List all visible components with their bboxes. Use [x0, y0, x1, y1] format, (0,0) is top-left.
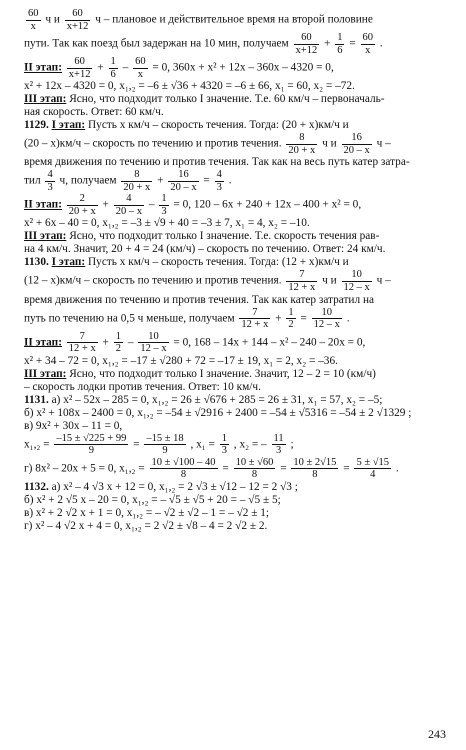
line-15: [24, 256, 452, 269]
operator: –: [127, 336, 134, 349]
text: ч – плановое и действительное время на второй половине: [95, 13, 373, 26]
text: Ясно, что подходит только I значение. Значит, 12 – 2 = 10 (км/ч): [69, 367, 376, 380]
fraction: [67, 331, 98, 355]
text: Пусть x км/ч – скорость течения. Тогда: (12 + x)км/ч и: [88, 256, 349, 269]
fraction: [294, 32, 320, 56]
denominator: 20 + x: [123, 181, 151, 193]
text: = 0, 120 – 6x + 240 + 12x – 400 + x² = 0,: [173, 199, 362, 212]
denominator: 8: [180, 469, 187, 481]
numerator: 60: [294, 32, 320, 45]
text: г) 8x² – 20x + 5 = 0, x₁,₂ =: [24, 462, 145, 475]
denominator: 3: [216, 181, 222, 193]
numerator: 8: [286, 132, 317, 145]
fraction: [133, 56, 148, 80]
line-17: время движения по течению и против течения. Так как катер затратил на: [24, 293, 375, 306]
operator: =: [222, 462, 229, 475]
text: (12 – x)км/ч – скорость по течению и против течения.: [24, 275, 282, 288]
operator: +: [157, 174, 164, 187]
line-5: [24, 93, 452, 106]
text: .: [395, 462, 399, 475]
fraction: [26, 8, 41, 32]
denominator: 12 + x: [241, 319, 269, 331]
numerator: 60: [65, 8, 91, 21]
stage-label: III этап:: [24, 367, 67, 380]
numerator: 60: [135, 56, 146, 68]
numerator: 8: [121, 169, 152, 182]
denominator: 2: [115, 343, 121, 355]
denominator: 12 – x: [313, 319, 340, 331]
numerator: 1: [115, 330, 121, 342]
text: , x₁ =: [190, 438, 215, 451]
stage-label: II этап:: [24, 199, 62, 212]
fraction: [335, 32, 344, 56]
stage-label: III этап:: [24, 93, 67, 106]
denominator: 20 – x: [170, 181, 197, 193]
fraction: [234, 457, 276, 481]
denominator: 3: [221, 445, 227, 457]
problem-number: 1130.: [24, 256, 49, 269]
fraction: [220, 433, 229, 457]
numerator: 5 ± √15: [356, 456, 389, 468]
text: ч и: [322, 275, 337, 288]
denominator: x+12: [66, 20, 89, 32]
problem-number: 1132.: [24, 480, 49, 493]
line-31: г) x² – 4 √2 x + 4 = 0, x₁,₂ = 2 √2 ± √8 – 4 = 2 √2 ± 2.: [24, 519, 268, 532]
fraction: [286, 269, 317, 293]
fraction: [67, 56, 93, 80]
fraction: [168, 169, 198, 193]
text: пути. Так как поезд был задержан на 10 мин, получаем: [24, 37, 289, 50]
text: , x₂ = –: [233, 438, 267, 451]
numerator: 1: [161, 193, 167, 205]
stage-label: II этап:: [24, 61, 62, 74]
line-20: x² + 34 – 72 = 0, x₁,₂ = –17 ± √280 + 72 = –17 ± 19, x₁ = 2, x₂ = –36.: [24, 354, 338, 367]
denominator: x+12: [295, 44, 318, 56]
fraction: [342, 132, 372, 156]
numerator: 10: [138, 331, 168, 344]
line-16: [24, 269, 452, 293]
text: ч –: [376, 275, 391, 288]
text: а) x² – 4 √3 x + 12 = 0, x₁,₂ = 2 √3 ± √12 – 12 = 2 √3 ;: [51, 480, 298, 493]
problem-number: 1131.: [24, 393, 49, 406]
stage-label: III этап:: [24, 230, 67, 243]
fraction: [291, 457, 338, 481]
numerator: 10 ± √60: [235, 456, 274, 468]
line-9: время движения по течению и против течения. Так как на весь путь катер затра-: [24, 156, 410, 169]
page-number: 243: [428, 727, 446, 742]
operator: =: [280, 462, 287, 475]
denominator: 3: [161, 205, 167, 217]
operator: =: [300, 312, 307, 325]
text: а) x² – 52x – 285 = 0, x₁,₂ = 26 ± √676 + 285 = 26 ± 31, x₁ = 57, x₂ = –5;: [51, 393, 383, 406]
fraction: [109, 56, 118, 80]
operator: –: [122, 61, 129, 74]
text: ч и: [322, 137, 337, 150]
numerator: 60: [28, 8, 39, 19]
text: = 0, 168 – 14x + 144 – x² – 240 – 20x = 0,: [173, 336, 366, 349]
operator: =: [133, 438, 140, 451]
numerator: 1: [110, 56, 116, 68]
numerator: –15 ± 18: [146, 432, 184, 444]
denominator: 12 + x: [288, 281, 316, 293]
text: Пусть x км/ч – скорость течения. Тогда: (20 + x)км/ч и: [88, 119, 349, 132]
text: ч и: [45, 13, 60, 26]
text: ;: [290, 438, 294, 451]
fraction: [312, 307, 342, 331]
numerator: 4: [114, 193, 144, 206]
line-24: б) x² + 108x – 2400 = 0, x₁,₂ = –54 ± √2916 + 2400 = –54 ± √5316 = –54 ± 2 √1329 ;: [24, 406, 412, 419]
line-7: [24, 119, 452, 132]
fraction: [121, 169, 152, 193]
line-3: [24, 56, 452, 80]
denominator: x: [137, 68, 143, 80]
denominator: 3: [275, 445, 282, 457]
fraction: [67, 193, 98, 217]
stage-label: II этап:: [24, 336, 62, 349]
fraction: [138, 331, 168, 355]
line-1: [24, 8, 452, 32]
line-21: [24, 368, 452, 381]
operator: +: [102, 199, 109, 212]
numerator: 10: [312, 307, 342, 320]
denominator: 9: [162, 445, 168, 457]
numerator: 4: [47, 169, 53, 181]
operator: –: [148, 199, 155, 212]
operator: =: [203, 174, 210, 187]
numerator: 60: [362, 32, 374, 44]
line-12: x² + 6x – 40 = 0, x₁,₂ = –3 ± √9 + 40 = –3 ± 7, x₁ = 4, x₂ = –10.: [24, 217, 310, 230]
fraction: [215, 169, 224, 193]
operator: =: [349, 37, 356, 50]
numerator: 11: [273, 432, 284, 444]
fraction: [114, 331, 123, 355]
denominator: x+12: [68, 68, 91, 80]
line-2: [24, 32, 452, 56]
operator: +: [324, 37, 331, 50]
numerator: 10 ± 2√15: [293, 456, 337, 468]
numerator: 10 ± √100 – 40: [151, 456, 216, 468]
line-14: на 4 км/ч. Значит, 20 + 4 = 24 (км/ч) – скорость по течению. Ответ: 24 км/ч.: [24, 243, 386, 256]
operator: +: [102, 336, 109, 349]
numerator: 16: [342, 132, 372, 145]
denominator: 12 + x: [68, 343, 96, 355]
operator: +: [275, 312, 282, 325]
fraction: [286, 307, 295, 331]
numerator: 1: [337, 32, 343, 44]
text: (20 – x)км/ч – скорость по течению и против течения.: [24, 137, 282, 150]
numerator: 4: [216, 169, 222, 181]
line-13: [24, 230, 452, 243]
line-29: б) x² + 2 √5 x – 20 = 0, x₁,₂ = – √5 ± √5 + 20 = – √5 ± 5;: [24, 493, 281, 506]
denominator: x: [30, 20, 36, 32]
line-25: в) 9x² + 30x – 11 = 0,: [24, 419, 123, 432]
denominator: 4: [370, 469, 376, 481]
denominator: 8: [251, 469, 258, 481]
numerator: 7: [67, 331, 98, 344]
line-28: [24, 481, 452, 494]
text: тил: [24, 174, 41, 187]
numerator: 7: [286, 269, 317, 282]
denominator: 6: [337, 44, 343, 56]
line-6: ная скорость. Ответ: 60 км/ч.: [24, 106, 164, 119]
line-22: – скорость лодки против течения. Ответ: 10 км/ч.: [24, 380, 261, 393]
fraction: [354, 457, 391, 481]
denominator: 12 – x: [140, 343, 167, 355]
line-30: в) x² + 2 √2 x + 1 = 0, x₁,₂ = – √2 ± √2 – 1 = – √2 ± 1;: [24, 506, 270, 519]
numerator: 7: [239, 307, 270, 320]
numerator: 16: [168, 169, 198, 182]
fraction: [150, 457, 218, 481]
line-23: [24, 394, 452, 407]
problem-number: 1129.: [24, 119, 49, 132]
line-10: [24, 169, 452, 193]
text: = 0, 360x + x² + 12x – 360x – 4320 = 0,: [152, 61, 334, 74]
numerator: 2: [67, 193, 98, 206]
fraction: [272, 433, 286, 457]
fraction: [239, 307, 270, 331]
text: .: [379, 37, 383, 50]
denominator: 20 + x: [288, 144, 316, 156]
line-11: [24, 193, 452, 217]
numerator: 60: [67, 56, 93, 69]
denominator: 20 + x: [68, 205, 96, 217]
stage-label: I этап:: [51, 256, 86, 269]
denominator: 20 – x: [115, 205, 142, 217]
fraction: [159, 193, 168, 217]
text: ч, получаем: [59, 174, 117, 187]
line-27: [24, 457, 452, 481]
text: Ясно, что подходит только I значение. Т.е. скорость течения рав-: [69, 230, 380, 243]
denominator: 9: [88, 445, 94, 457]
denominator: 12 – x: [343, 281, 370, 293]
fraction: [54, 433, 128, 457]
operator: +: [97, 61, 104, 74]
text: путь по течению на 0,5 ч меньше, получаем: [24, 312, 235, 325]
line-4: x² + 12x – 4320 = 0, x₁,₂ = –6 ± √36 + 4320 = –6 ± 66, x₁ = 60, x₂ = –72.: [24, 80, 355, 93]
numerator: 1: [221, 432, 227, 444]
fraction: [286, 132, 317, 156]
stage-label: I этап:: [51, 119, 86, 132]
fraction: [361, 32, 376, 56]
text: ч –: [376, 137, 391, 150]
denominator: 8: [312, 469, 318, 481]
numerator: –15 ± √225 + 99: [56, 432, 127, 444]
fraction: [144, 433, 185, 457]
text: .: [228, 174, 232, 187]
text: .: [346, 312, 350, 325]
numerator: 10: [342, 269, 372, 282]
text: Ясно, что подходит только I значение. Т.е. 60 км/ч – первоначаль-: [69, 93, 385, 106]
operator: =: [343, 462, 350, 475]
denominator: 20 – x: [343, 144, 370, 156]
denominator: x: [365, 44, 371, 56]
fraction: [342, 269, 372, 293]
text: x₁,₂ =: [24, 438, 50, 451]
line-26: [24, 433, 452, 457]
denominator: 3: [47, 181, 53, 193]
line-18: [24, 307, 452, 331]
denominator: 6: [110, 68, 116, 80]
denominator: 2: [288, 319, 294, 331]
line-8: [24, 132, 452, 156]
fraction: [114, 193, 144, 217]
line-19: [24, 331, 452, 355]
fraction: [65, 8, 91, 32]
numerator: 1: [288, 306, 294, 318]
fraction: [45, 169, 54, 193]
